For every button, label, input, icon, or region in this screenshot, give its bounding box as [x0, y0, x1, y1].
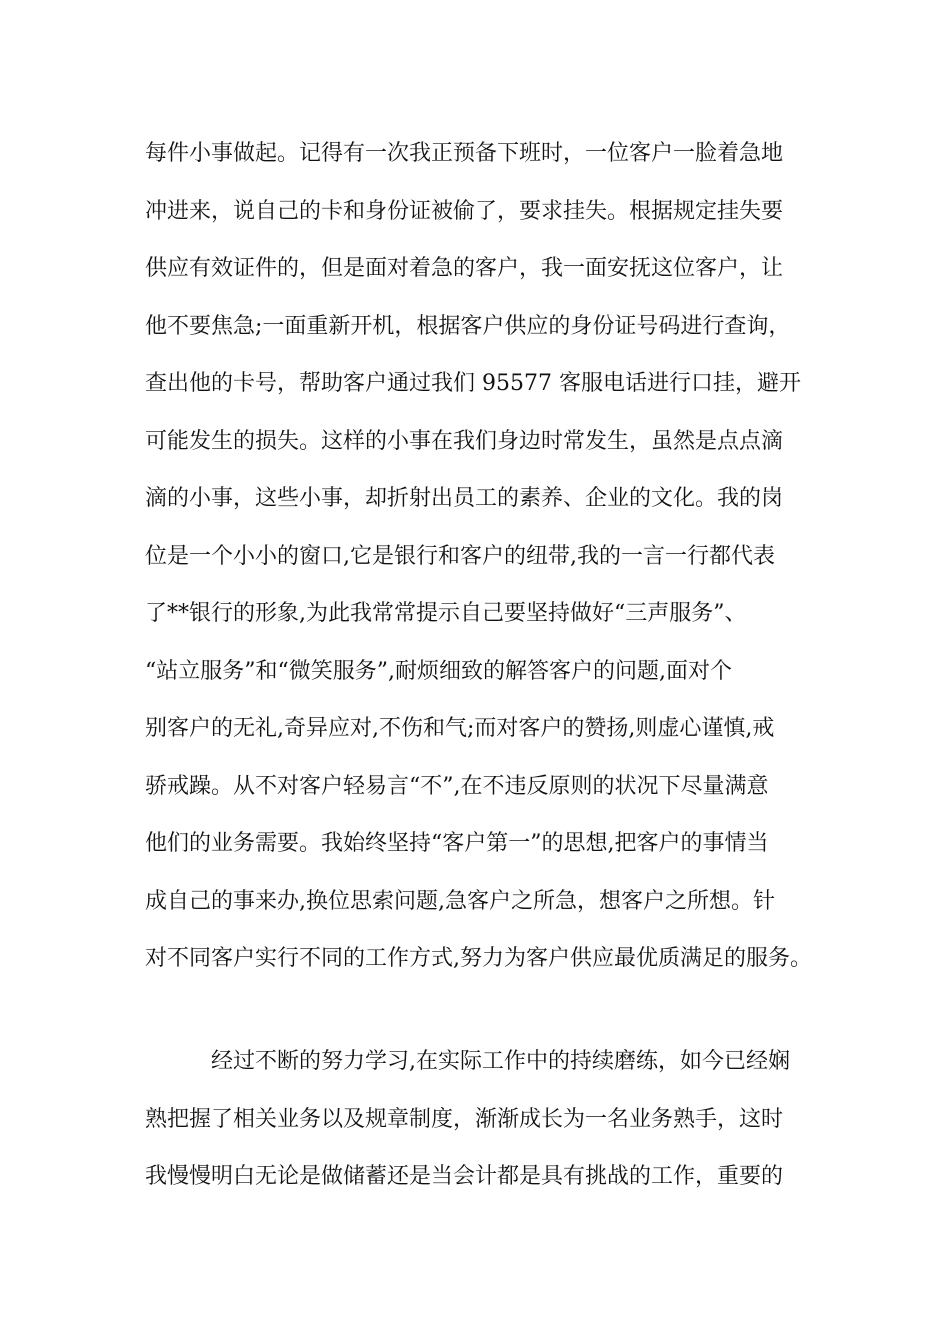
text-line: 他不要焦急;一面重新开机，根据客户供应的身份证号码进行查询，	[145, 313, 791, 339]
text-line: 滴的小事，这些小事，却折射出员工的素养、企业的文化。我的岗	[145, 486, 784, 511]
text-line: 查出他的卡号，帮助客户通过我们 95577 客服电话进行口挂，避开	[145, 371, 801, 396]
text-line: 可能发生的损失。这样的小事在我们身边时常发生，虽然是点点滴	[145, 428, 784, 454]
paragraph-1	[145, 141, 825, 1004]
text-line: 了**银行的形象,为此我常常提示自己要坚持做好“三声服务”、	[145, 601, 747, 626]
text-line: 我慢慢明白无论是做储蓄还是当会计都是具有挑战的工作，重要的	[145, 1164, 784, 1189]
text-line: 位是一个小小的窗口,它是银行和客户的纽带,我的一言一行都代表	[145, 543, 775, 569]
text-line: 他们的业务需要。我始终坚持“客户第一”的思想,把客户的事情当	[145, 831, 769, 856]
text-line: 对不同客户实行不同的工作方式,努力为客户供应最优质满足的服务。	[145, 946, 812, 971]
text-line: 冲进来，说自己的卡和身份证被偷了，要求挂失。根据规定挂失要	[145, 198, 784, 224]
text-line: 成自己的事来办,换位思索问题,急客户之所急，想客户之所想。针	[145, 888, 775, 914]
text-line: 别客户的无礼,奇异应对,不伤和气;而对客户的赞扬,则虚心谨慎,戒	[145, 716, 775, 741]
text-line: 每件小事做起。记得有一次我正预备下班时，一位客户一脸着急地	[145, 141, 784, 166]
text-line: 经过不断的努力学习,在实际工作中的持续磨练，如今已经娴	[211, 1049, 790, 1074]
text-line: “站立服务”和“微笑服务”,耐烦细致的解答客户的问题,面对个	[145, 658, 732, 684]
text-line: 骄戒躁。从不对客户轻易言“不”,在不违反原则的状况下尽量满意	[145, 773, 769, 799]
text-line: 供应有效证件的，但是面对着急的客户，我一面安抚这位客户，让	[145, 256, 784, 281]
text-line: 熟把握了相关业务以及规章制度，渐渐成长为一名业务熟手，这时	[145, 1106, 784, 1132]
paragraph-2	[145, 1049, 825, 1222]
